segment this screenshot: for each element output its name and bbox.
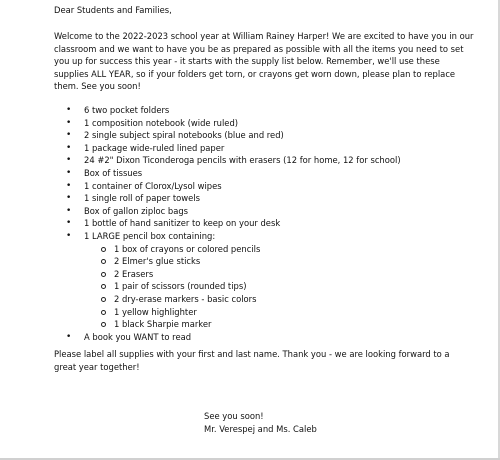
supply-item-tissues: • Box of tissues <box>54 167 474 180</box>
supply-item-hand-sanitizer: • 1 bottle of hand sanitizer to keep on your desk <box>54 217 474 230</box>
pencil-box-item-glue-sticks: 2 Elmer's glue sticks <box>84 255 474 268</box>
intro-paragraph <box>54 30 474 93</box>
signoff-block <box>204 410 317 435</box>
pencil-box-label: • 1 LARGE pencil box containing: <box>84 230 216 241</box>
closing-paragraph <box>54 348 474 373</box>
signoff-line: See you soon! <box>204 411 264 421</box>
supply-item-folders: • 6 two pocket folders <box>54 104 474 117</box>
supply-item-book: • A book you WANT to read <box>54 331 474 344</box>
supply-item-ziploc-bags: • Box of gallon ziploc bags <box>54 205 474 218</box>
supply-item-spiral-notebooks: • 2 single subject spiral notebooks (blue and red) <box>54 129 474 142</box>
supply-item-pencil-box <box>54 230 474 331</box>
pencil-box-item-highlighter: 1 yellow highlighter <box>84 306 474 319</box>
supply-item-lined-paper: • 1 package wide-ruled lined paper <box>54 142 474 155</box>
supply-item-composition-notebook: • 1 composition notebook (wide ruled) <box>54 117 474 130</box>
supply-item-paper-towels: • 1 single roll of paper towels <box>54 192 474 205</box>
supply-list <box>54 104 474 343</box>
signature: Mr. Verespej and Ms. Caleb <box>204 423 317 434</box>
pencil-box-item-crayons: 1 box of crayons or colored pencils <box>84 243 474 256</box>
pencil-box-item-scissors: 1 pair of scissors (rounded tips) <box>84 280 474 293</box>
greeting: Dear Students and Families, <box>54 5 172 15</box>
intro-text: Welcome to the 2022-2023 school year at William Rainey Harper! We are excited to have you in our classroom and we want to have you be as prepared as possible with all the items you need to set you up for success this year - it starts with the supply list below. Remember, we'll use these supplies ALL YEAR, so if your folders get torn, or crayons get worn down, please plan to replace them. See you soon! <box>54 31 474 92</box>
closing-text: Please label all supplies with your first and last name. Thank you - we are looking forward to a great year together! <box>54 349 450 372</box>
pencil-box-contents <box>84 243 474 331</box>
pencil-box-item-erasers: 2 Erasers <box>84 268 474 281</box>
supply-item-wipes: • 1 container of Clorox/Lysol wipes <box>54 180 474 193</box>
pencil-box-item-dry-erase-markers: 2 dry-erase markers - basic colors <box>84 293 474 306</box>
supply-item-pencils: • 24 #2" Dixon Ticonderoga pencils with erasers (12 for home, 12 for school) <box>54 154 474 167</box>
pencil-box-item-sharpie: 1 black Sharpie marker <box>84 318 474 331</box>
